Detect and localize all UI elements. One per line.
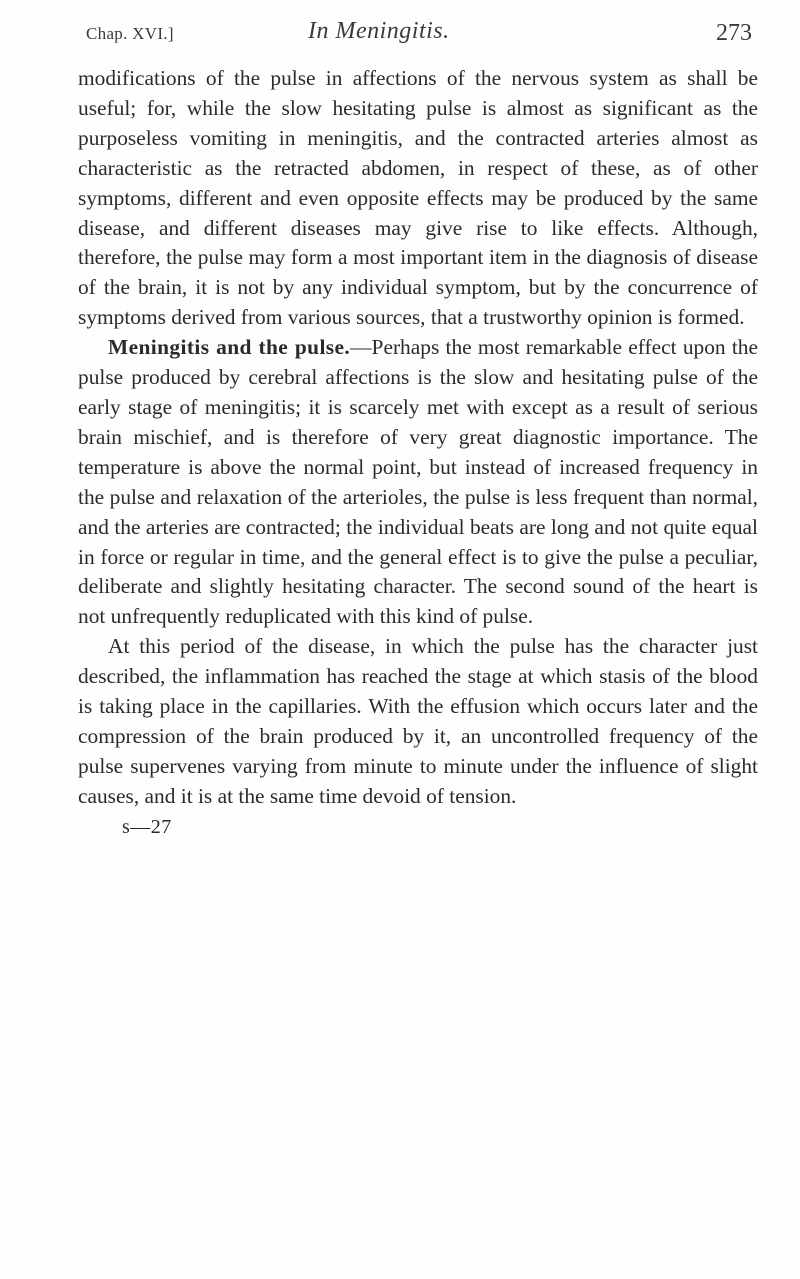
paragraph-meningitis-text: —Perhaps the most remarkable effect upon the pulse produced by cerebral affections is the slow and hesitating pulse of the early stage of meningitis; it is scarcely met with except as a result of serious brain mischief, and is therefore of very great diagnostic importance. The temperature is above the normal point, but instead of increased frequency in the pulse and relaxation of the arterioles, the pulse is less frequent than normal, and the arteries are contracted; the individual beats are long and not quite equal in force or regular in time, and the general effect is to give the pulse a peculiar, deliberate and slightly hesitating character. The second sound of the heart is not unfrequently reduplicated with this kind of pulse. [78, 335, 758, 629]
signature-mark: s—27 [122, 815, 172, 838]
book-page [78, 14, 758, 839]
page-number: 273 [716, 20, 752, 46]
section-heading: Meningitis and the pulse. [108, 335, 351, 360]
running-title: In Meningitis. [308, 18, 450, 44]
paragraph-stasis: At this period of the disease, in which the pulse has the character just described, the inflammation has reached the stage at which stasis of the blood is taking place in the capillaries. With the effusion which occurs later and the compression of the brain produced by it, an uncontrolled frequency of the pulse supervenes varying from minute to minute under the influence of slight causes, and it is at the same time devoid of tension. [78, 634, 758, 808]
paragraph-continuation: modifications of the pulse in affections of the nervous system as shall be useful; for, while the slow hesitating pulse is almost as significant as the purposeless vomiting in meningitis, and the contracted arteries almost as characteristic as the retracted abdomen, in respect of these, as of other symptoms, different and even opposite effects may be produced by the same disease, and different diseases may give rise to like effects. Although, therefore, the pulse may form a most important item in the diagnosis of disease of the brain, it is not by any individual symptom, but by the concurrence of symptoms derived from various sources, that a trustworthy opinion is formed. [78, 66, 758, 330]
body-text [78, 64, 758, 812]
running-head [78, 14, 758, 56]
chapter-label: Chap. XVI.] [86, 24, 174, 43]
paragraph-meningitis [78, 333, 758, 632]
